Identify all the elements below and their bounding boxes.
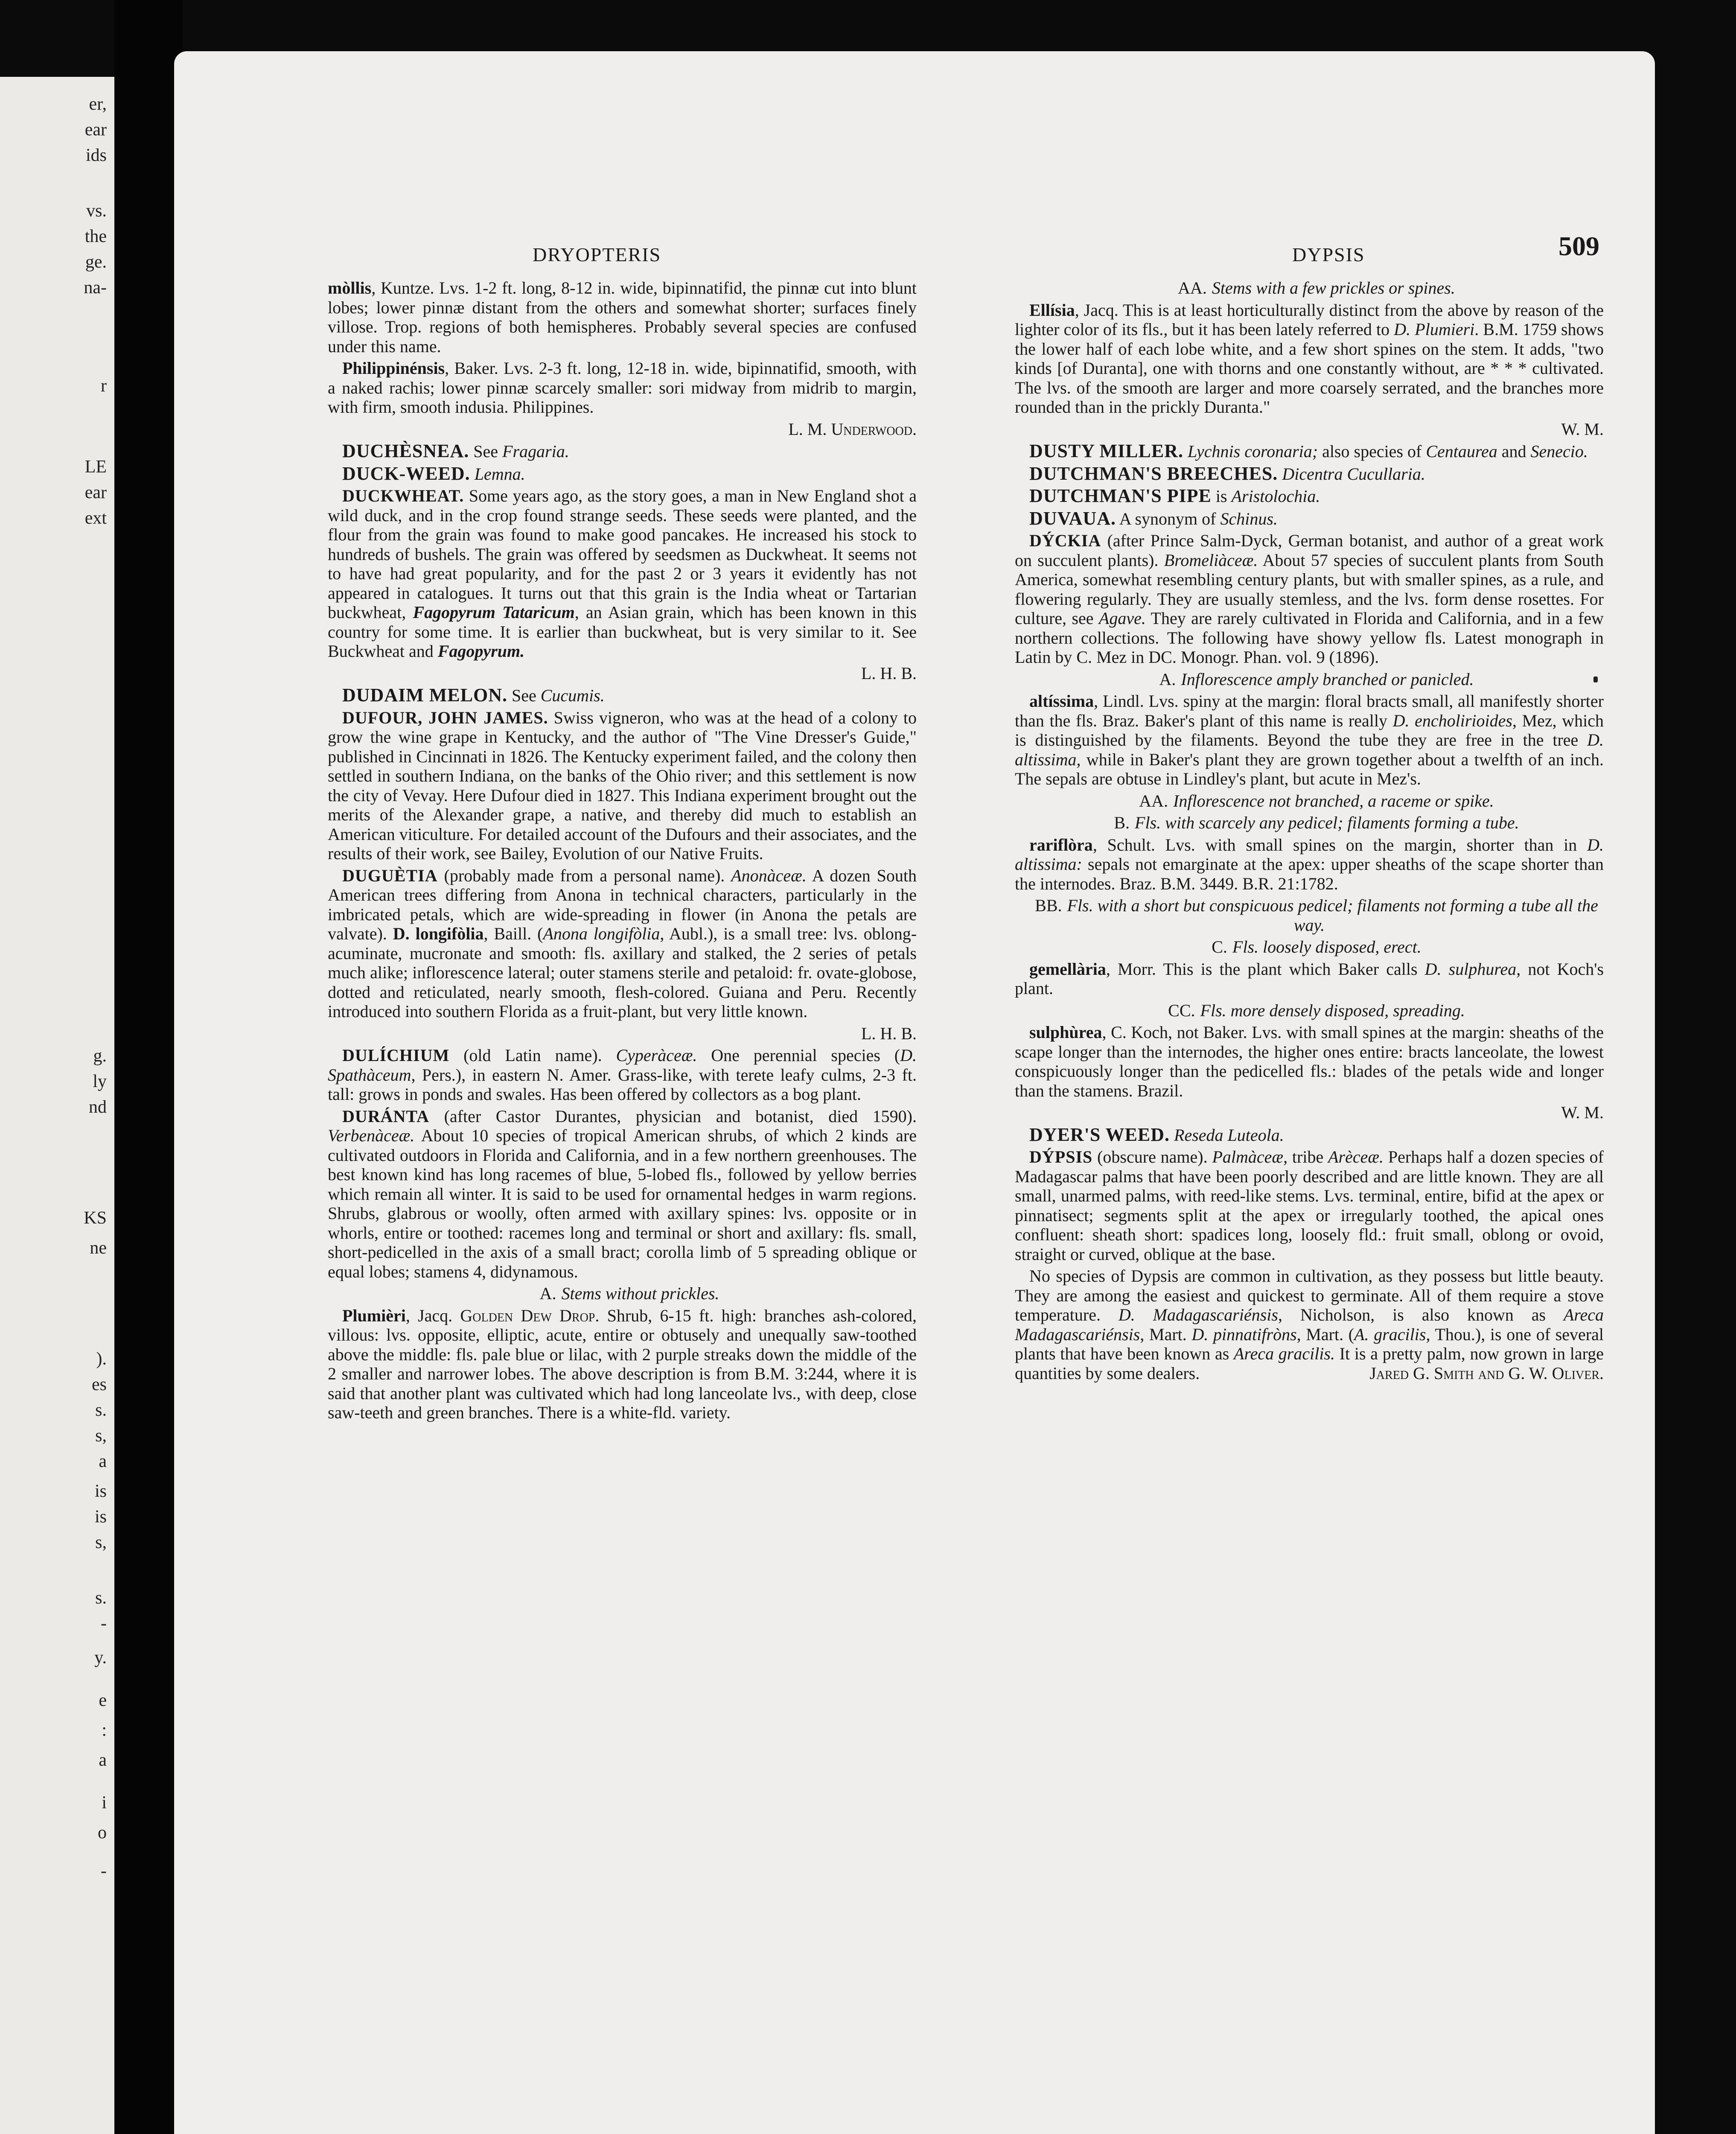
adjacent-page-fragment: a (99, 1452, 107, 1471)
adjacent-page-fragment: na- (84, 278, 107, 297)
entry-gemellaria: gemellària, Morr. This is the plant which Baker calls D. sulphurea, not Koch's plant. (1015, 959, 1604, 998)
page-number: 509 (1558, 231, 1599, 261)
adjacent-page-fragment: : (102, 1720, 107, 1740)
right-column (1015, 278, 1604, 1385)
entry-altissima: altíssima, Lindl. Lvs. spiny at the margin: floral bracts small, all manifestly shorter than the fls. Braz. Baker's plant of this name is really D. encholirioides, Mez, which is distinguished by the filaments. Beyond the tube they are free in the tree D. altissima, while in Baker's plant they are grown together about a twelfth of an inch. The sepals are obtuse in Lindley's plant, but acute in Mez's. (1015, 691, 1604, 788)
ink-speck (1593, 676, 1598, 682)
adjacent-page-fragment: ear (84, 120, 107, 140)
adjacent-page-fragment: s. (95, 1588, 107, 1608)
book-page (174, 51, 1655, 2134)
entry-duvaua: DUVAUA. A synonym of Schinus. (1029, 507, 1278, 529)
key-line: BB. Fls. with a short but conspicuous pedicel; filaments not forming a tube all the way. (1035, 896, 1598, 935)
entry-dyers-weed: DYER'S WEED. Reseda Luteola. (1029, 1124, 1284, 1145)
key-line: CC. Fls. more densely disposed, spreading. (1168, 1000, 1465, 1020)
key-line: A. Stems without prickles. (539, 1284, 719, 1303)
entry-dudaim: DUDAIM MELON. See Cucumis. (342, 685, 605, 706)
entry-sulphurea: sulphùrea, C. Koch, not Baker. Lvs. with small spines at the margin: sheaths of the scape longer than the internodes, the higher ones entire: bracts lanceolate, the lowest conspicuously longer than the pedicelled fls.: blades of the petals wide and longer than the stamens. Brazil. (1015, 1023, 1604, 1100)
adjacent-page-fragment: ly (93, 1072, 107, 1091)
adjacent-page-fragment: g. (93, 1046, 107, 1066)
adjacent-page-fragment: y. (94, 1648, 107, 1668)
adjacent-page-fragment: ear (84, 483, 107, 502)
adjacent-page-fragment: KS (84, 1208, 107, 1228)
entry-dulichium: DULÍCHIUM (old Latin name). Cyperàceæ. One perennial species (D. Spathàceum, Pers.), in eastern N. Amer. Grass-like, with terete leafy culms, 2-3 ft. tall: grows in ponds and swales. Has been offered by collectors as a bog plant. (328, 1046, 917, 1104)
entry-mollis: mòllis, Kuntze. Lvs. 1-2 ft. long, 8-12 in. wide, bipinnatifid, the pinnæ cut into blunt lobes; lower pinnæ distant from the others and somewhat shorter; surfaces finely villose. Trop. regions of both hemispheres. Probably several species are confused under this name. (328, 278, 917, 356)
left-column (328, 278, 917, 1425)
adjacent-page-fragment: vs. (86, 201, 107, 221)
adjacent-page-fragment: nd (89, 1097, 107, 1117)
signature: L. H. B. (861, 1023, 917, 1043)
adjacent-page-fragment: a (99, 1750, 107, 1770)
adjacent-page-fragment: er, (89, 94, 107, 114)
running-head-left: DRYOPTERIS (533, 244, 661, 265)
signature: Jared G. Smith and G. W. Oliver. (1369, 1363, 1604, 1383)
signature: W. M. (1561, 419, 1604, 439)
adjacent-page-fragment: s, (95, 1533, 107, 1552)
adjacent-page-fragment: e (99, 1691, 107, 1710)
book-gutter (114, 0, 183, 2134)
entry-duranta: DURÁNTA (after Castor Durantes, physician and botanist, died 1590). Verbenàceæ. About 10 species of tropical American shrubs, of which 2 kinds are cultivated outdoors in Florida and California, and in a few northern greenhouses. The best known kind has long racemes of blue, 5-lobed fls., followed by yellow berries which remain all winter. It is said to be used for ornamental hedges in warm regions. Shrubs, glabrous or woolly, often armed with axillary spines: lvs. opposite or in whorls, entire or toothed: racemes long and terminal or short and axillary: fls. small, short-pedicelled in the axis of a small bract; corolla limb of 5 spreading oblique or equal lobes; stamens 4, didynamous. (328, 1106, 917, 1281)
entry-plumieri: Plumièri, Jacq. Golden Dew Drop. Shrub, 6-15 ft. high: branches ash-colored, villous: lvs. opposite, elliptic, acute, entire or obtusely and unequally saw-toothed above the middle: fls. pale blue or lilac, with 2 purple streaks down the middle of the 2 smaller and narrower lobes. The above description is from B.M. 3:244, where it is said that another plant was cultivated which had long lanceolate lvs., with deep, close saw-teeth and green branches. There is a white-fld. variety. (328, 1306, 917, 1422)
entry-ellisia: Ellísia, Jacq. This is at least horticulturally distinct from the above by reason of the lighter color of its fls., but it has been lately referred to D. Plumieri. B.M. 1759 shows the lower half of each lobe white, and a few short spines on the stem. It adds, "two kinds [of Duranta], one with thorns and one constantly without, are * * * cultivated. The lvs. of the smooth are larger and more coarsely serrated, and the branches more rounded than in the prickly Duranta." (1015, 300, 1604, 417)
key-line: C. Fls. loosely disposed, erect. (1212, 937, 1421, 956)
adjacent-page-fragment: is (94, 1507, 107, 1527)
adjacent-page-fragment: ids (85, 146, 107, 165)
adjacent-page-fragment: - (101, 1614, 107, 1633)
running-head (328, 230, 1599, 269)
entry-duckwheat: DUCKWHEAT. Some years ago, as the story goes, a man in New England shot a wild duck, and in the crop found strange seeds. These seeds were planted, and the flour from the grain was found to make good pancakes. He increased his stock to hundreds of bushels. The grain was offered by seedsmen as Duckwheat. It seems not to have had great popularity, and for the past 2 or 3 years it evidently has not appeared in catalogues. It turns out that this grain is the India wheat or Tartarian buckwheat, Fagopyrum Tataricum, an Asian grain, which has been known in this country for some time. It is earlier than buckwheat, but is very similar to it. See Buckwheat and Fagopyrum. (328, 486, 917, 661)
adjacent-page-fragment: ne (90, 1238, 107, 1258)
entry-dutchmans-pipe: DUTCHMAN'S PIPE is Aristolochia. (1029, 485, 1320, 506)
signature: W. M. (1561, 1103, 1604, 1122)
adjacent-page-fragment: o (98, 1823, 107, 1842)
adjacent-page-fragment: es (92, 1375, 107, 1394)
entry-duguetia: DUGUÈTIA (probably made from a personal name). Anonàceæ. A dozen South American trees differing from Anona in technical characters, particularly in the imbricated petals, which are wide-spreading in flower (in Anona the petals are valvate). D. longifòlia, Baill. (Anona longifòlia, Aubl.), is a small tree: lvs. oblong-acuminate, mucronate and smooth: fls. axillary and stalked, the 2 series of petals much alike; inflorescence lateral; outer stamens sterile and petaloid: fr. ovate-globose, dotted and reticulated, nearly smooth, flesh-colored. Guiana and Peru. Recently introduced into southern Florida as a fruit-plant, but very little known. (328, 866, 917, 1021)
adjacent-page-fragment: ). (96, 1349, 107, 1369)
adjacent-page-fragment: ge. (85, 252, 107, 272)
entry-dypsis: DÝPSIS (obscure name). Palmàceæ, tribe Arèceæ. Perhaps half a dozen species of Madagascar palms that have been poorly described and are little known. They are all small, unarmed palms, with reed-like stems. Lvs. terminal, entire, bifid at the apex or pinnatisect; segments split at the apex or irregularly toothed, the apical ones confluent: sheath short: spadices long, loosely fld.: fruit small, oblong or ovoid, straight or curved, oblique at the base. (1015, 1147, 1604, 1264)
adjacent-page-strip (0, 77, 114, 2134)
key-line: AA. Inflorescence not branched, a raceme or spike. (1139, 791, 1494, 810)
entry-rariflora: rariflòra, Schult. Lvs. with small spines on the margin, shorter than in D. altissima: sepals not emarginate at the apex: upper sheaths of the scape shorter than the internodes. Braz. B.M. 3449. B.R. 21:1782. (1015, 835, 1604, 893)
adjacent-page-fragment: s, (95, 1426, 107, 1446)
adjacent-page-fragment: i (102, 1793, 107, 1813)
adjacent-page-fragment: LE (84, 457, 107, 477)
adjacent-page-fragment: r (101, 376, 107, 396)
key-line: AA. Stems with a few prickles or spines. (1178, 278, 1455, 297)
entry-dusty-miller: DUSTY MILLER. Lychnis coronaria; also species of Centaurea and Senecio. (1029, 440, 1588, 461)
adjacent-page-fragment: - (101, 1861, 107, 1881)
adjacent-page-fragment: ext (84, 508, 107, 528)
key-line: B. Fls. with scarcely any pedicel; filaments forming a tube. (1114, 813, 1519, 832)
entry-dufour: DUFOUR, JOHN JAMES. Swiss vigneron, who was at the head of a colony to grow the wine grape in Kentucky, and the author of "The Vine Dresser's Guide," published in Cincinnati in 1826. The Kentucky experiment failed, and the colony then settled in southern Indiana, on the banks of the Ohio river; and this settlement is now the city of Vevay. Here Dufour died in 1827. This Indiana experiment brought out the merits of the Alexander grape, a native, and thereby did much to establish an American viticulture. For detailed account of the Dufours and their associates, and the results of their work, see Bailey, Evolution of our Native Fruits. (328, 708, 917, 863)
key-line: A. Inflorescence amply branched or panicled. (1159, 669, 1474, 689)
entry-dypsis-culture: No species of Dypsis are common in cultivation, as they possess but little beauty. They are among the easiest and quickest to germinate. All of them require a stove temperature. D. Madagascariénsis, Nicholson, is also known as Areca Madagascariénsis, Mart. D. pinnatifròns, Mart. (A. gracilis, Thou.), is one of several plants that have been known as Areca gracilis. It is a pretty palm, now grown in large quantities by some dealers. Jared G. Smith and G. W. Oliver. (1015, 1266, 1604, 1383)
signature: L. H. B. (861, 663, 917, 683)
entry-dutchmans-breeches: DUTCHMAN'S BREECHES. Dicentra Cucullaria. (1029, 463, 1425, 484)
running-head-center: DYPSIS (1292, 244, 1365, 265)
adjacent-page-fragment: is (94, 1481, 107, 1501)
signature: L. M. Underwood. (788, 419, 917, 439)
entry-dyckia: DÝCKIA (after Prince Salm-Dyck, German botanist, and author of a great work on succulent plants). Bromeliàceæ. About 57 species of succulent plants from South America, somewhat resembling century plants, but with smaller spines, as a rule, and flowering regularly. They are usually stemless, and the lvs. form dense rosettes. For culture, see Agave. They are rarely cultivated in Florida and California, and in a few northern collections. The following have showy yellow fls. Latest monograph in Latin by C. Mez in DC. Monogr. Phan. vol. 9 (1896). (1015, 531, 1604, 667)
entry-philippinensis: Philippinénsis, Baker. Lvs. 2-3 ft. long, 12-18 in. wide, bipinnatifid, smooth, with a naked rachis; lower pinnæ scarcely smaller: sori midway from midrib to margin, with firm, smooth indusia. Philippines. (328, 359, 917, 417)
entry-duchesnea: DUCHÈSNEA. See Fragaria. (342, 440, 569, 461)
adjacent-page-fragment: s. (95, 1400, 107, 1420)
adjacent-page-fragment: the (84, 227, 107, 246)
entry-duckweed: DUCK-WEED. Lemna. (342, 463, 525, 484)
